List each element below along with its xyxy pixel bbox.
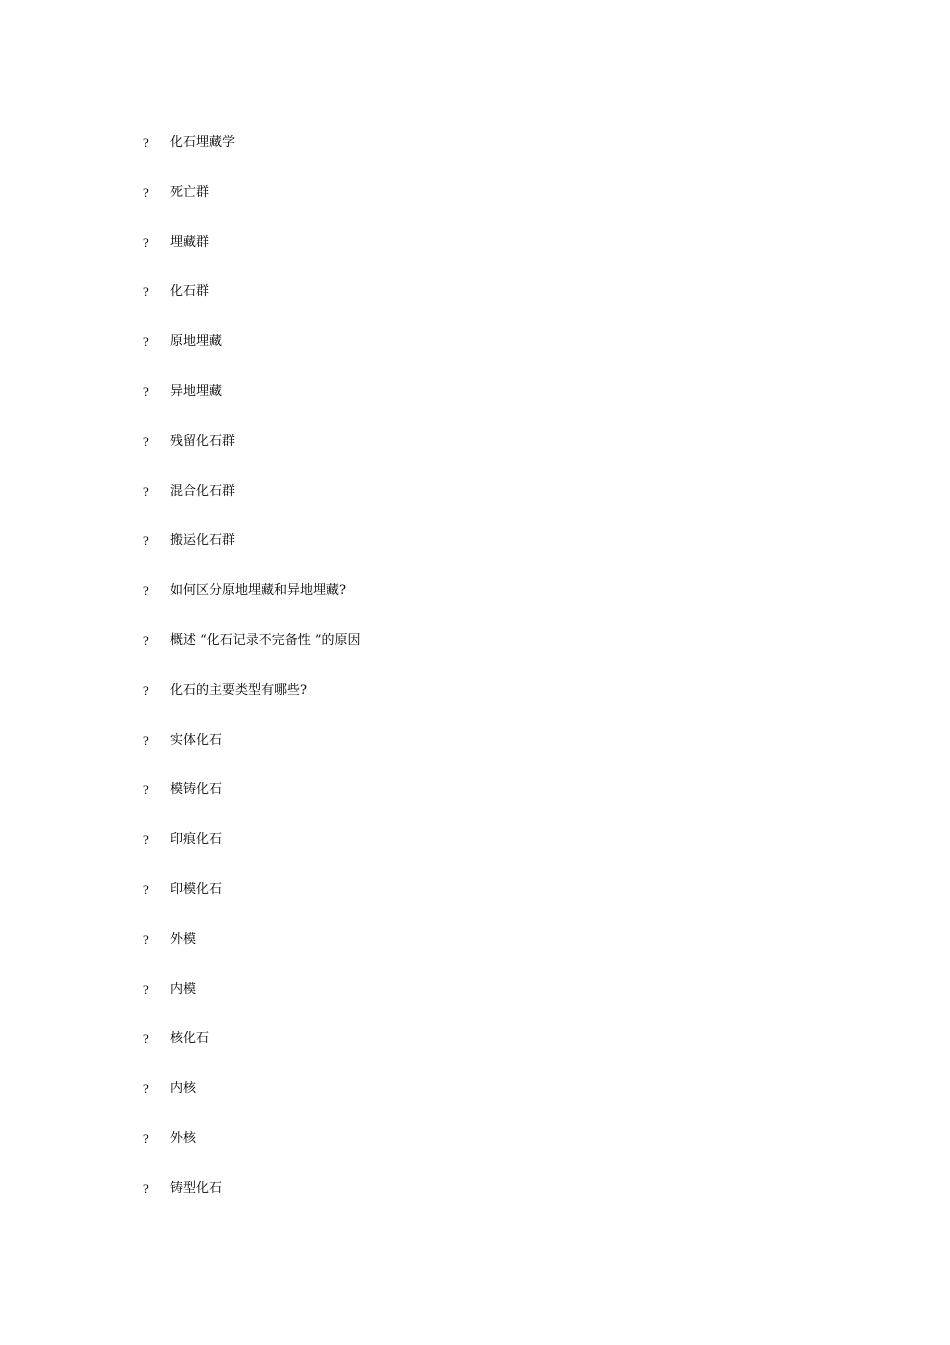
bullet-marker: ? (143, 1031, 149, 1047)
bullet-marker: ? (143, 583, 149, 599)
list-item-text: 残留化石群 (170, 433, 236, 449)
bullet-marker: ? (143, 483, 149, 499)
list-item-text: 外核 (170, 1130, 197, 1146)
list-item (143, 1129, 361, 1179)
bullet-marker: ? (143, 881, 149, 897)
list-item (143, 681, 361, 731)
bullet-marker: ? (143, 682, 149, 698)
list-item (143, 233, 361, 283)
list-item (143, 581, 361, 631)
list-item-text: 核化石 (170, 1031, 210, 1047)
bullet-marker: ? (143, 135, 149, 150)
list-item (143, 1079, 361, 1129)
question-list (143, 133, 361, 1229)
list-item (143, 1029, 361, 1079)
list-item (143, 482, 361, 532)
list-item-text: 印模化石 (170, 881, 223, 897)
list-item-text: 埋藏群 (170, 234, 210, 250)
list-item-text: 铸型化石 (170, 1180, 223, 1196)
list-item (143, 382, 361, 432)
list-item (143, 780, 361, 830)
bullet-marker: ? (143, 383, 149, 399)
list-item-text: 化石埋藏学 (170, 135, 236, 150)
bullet-marker: ? (143, 632, 149, 648)
list-item-text: 混合化石群 (170, 483, 236, 499)
list-item-text: 原地埋藏 (170, 334, 223, 350)
bullet-marker: ? (143, 832, 149, 848)
list-item-text: 异地埋藏 (170, 383, 223, 399)
list-item (143, 282, 361, 332)
list-item-text: 实体化石 (170, 732, 223, 748)
list-item (143, 980, 361, 1030)
list-item-text: 模铸化石 (170, 782, 223, 798)
bullet-marker: ? (143, 284, 149, 300)
bullet-marker: ? (143, 782, 149, 798)
list-item-text: 外模 (170, 931, 197, 947)
list-item (143, 133, 361, 183)
bullet-marker: ? (143, 184, 149, 200)
list-item-text: 内模 (170, 981, 197, 997)
bullet-marker: ? (143, 981, 149, 997)
list-item-text: 印痕化石 (170, 832, 223, 848)
list-item-text: 死亡群 (170, 184, 210, 200)
bullet-marker: ? (143, 1081, 149, 1097)
list-item-text: 如何区分原地埋藏和异地埋藏? (170, 583, 346, 599)
list-item-text: 化石群 (170, 284, 210, 300)
list-item-text: 内核 (170, 1081, 197, 1097)
list-item-text: 化石的主要类型有哪些? (170, 682, 307, 698)
list-item (143, 432, 361, 482)
bullet-marker: ? (143, 931, 149, 947)
list-item (143, 1179, 361, 1229)
list-item (143, 880, 361, 930)
bullet-marker: ? (143, 533, 149, 549)
list-item-text: 搬运化石群 (170, 533, 236, 549)
bullet-marker: ? (143, 1180, 149, 1196)
list-item-text: 概述 “化石记录不完备性 ”的原因 (170, 632, 361, 648)
list-item (143, 332, 361, 382)
list-item (143, 183, 361, 233)
bullet-marker: ? (143, 732, 149, 748)
list-item (143, 531, 361, 581)
bullet-marker: ? (143, 334, 149, 350)
list-item (143, 631, 361, 681)
bullet-marker: ? (143, 433, 149, 449)
list-item (143, 930, 361, 980)
list-item (143, 731, 361, 781)
list-item (143, 830, 361, 880)
bullet-marker: ? (143, 234, 149, 250)
bullet-marker: ? (143, 1130, 149, 1146)
